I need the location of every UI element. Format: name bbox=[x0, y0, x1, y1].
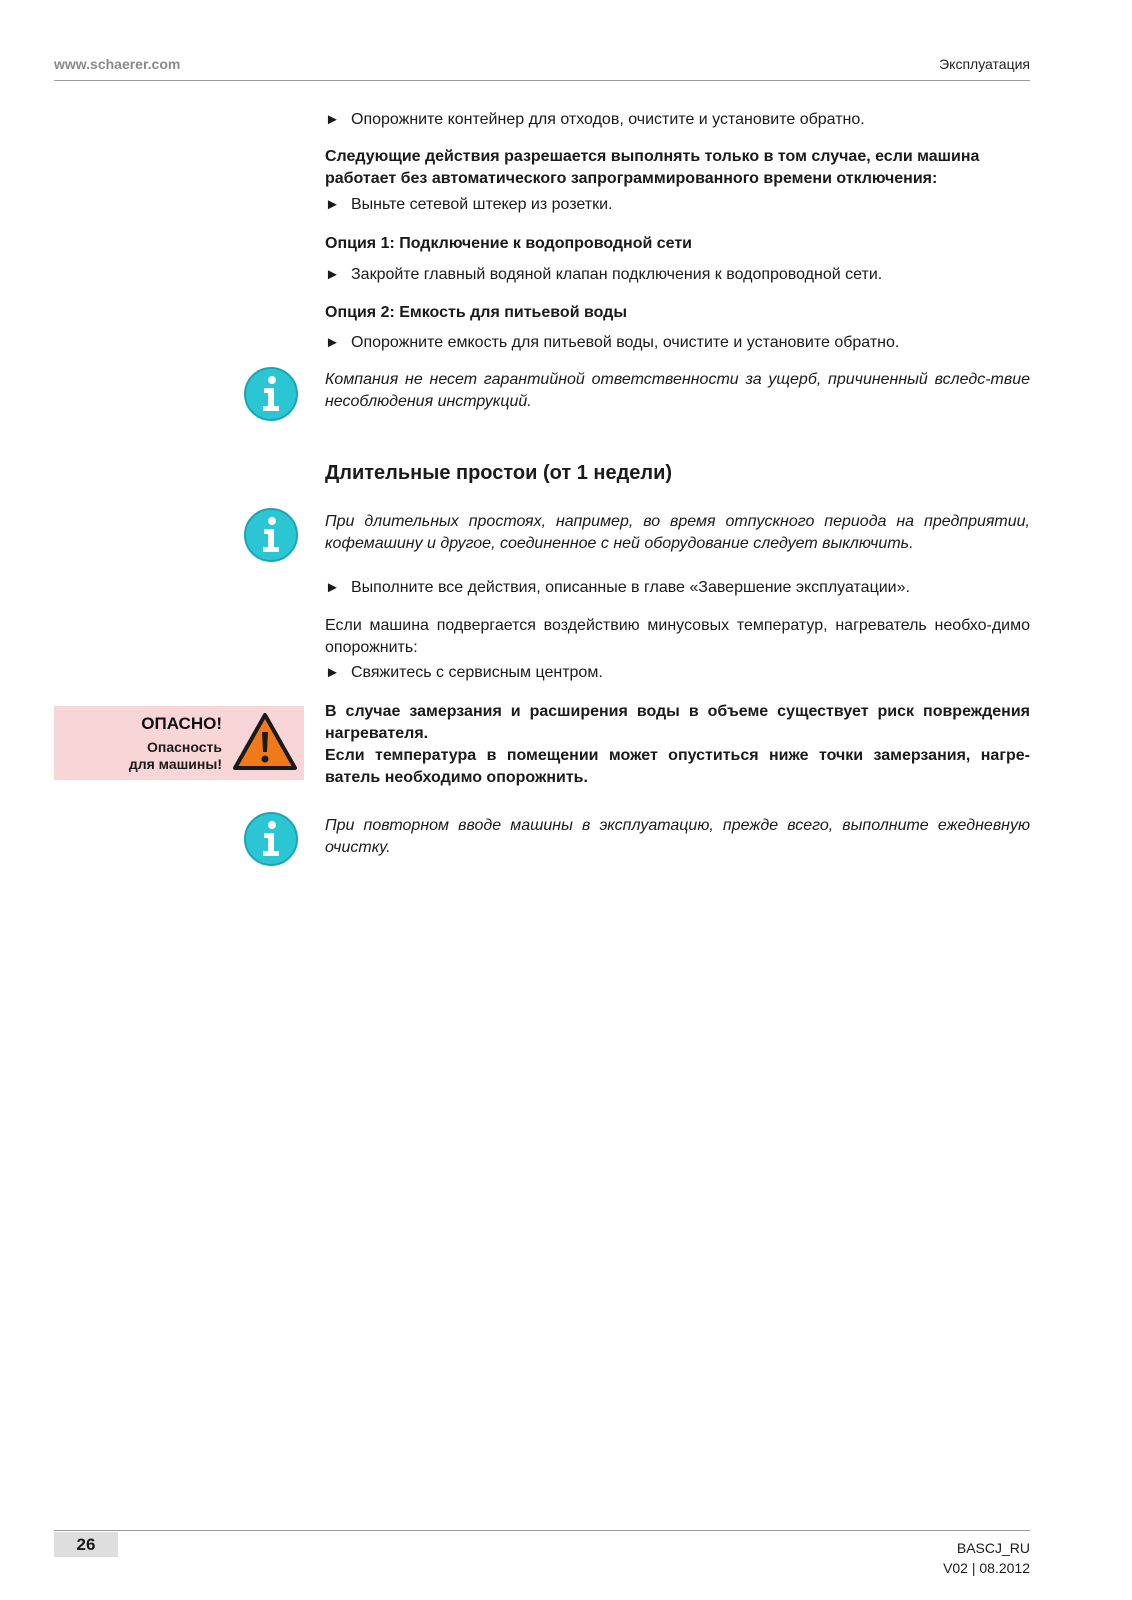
condition-note bbox=[325, 146, 1030, 190]
step-text: Опорожните контейнер для отходов, очистите и установите обратно. bbox=[351, 111, 865, 128]
step-unplug bbox=[325, 194, 1030, 216]
option2-title-text: Опция 2: Емкость для питьевой воды bbox=[325, 304, 627, 321]
info-note-3 bbox=[325, 815, 1030, 859]
danger-title: ОПАСНО! bbox=[141, 714, 222, 733]
frost-text bbox=[325, 615, 1030, 659]
bullet-arrow-icon: ► bbox=[325, 664, 340, 681]
header-section-title: Эксплуатация bbox=[939, 56, 1030, 72]
danger-label bbox=[54, 706, 304, 780]
bullet-arrow-icon: ► bbox=[325, 111, 340, 128]
info-icon bbox=[243, 366, 299, 422]
option1-title-text: Опция 1: Подключение к водопроводной сети bbox=[325, 235, 693, 252]
step-text: Выполните все действия, описанные в главе «Завершение эксплуатации». bbox=[351, 579, 910, 596]
info-note-text: При длительных простоях, например, во время отпускного периода на предприятии, кофемашину и другое, соединенное с ней оборудование следует выключить. bbox=[325, 513, 1030, 552]
step-service bbox=[325, 662, 1030, 684]
step-text: Закройте главный водяной клапан подключения к водопроводной сети. bbox=[351, 266, 883, 283]
footer-doc-info bbox=[943, 1538, 1030, 1578]
header-url: www.schaerer.com bbox=[54, 56, 181, 72]
danger-message bbox=[325, 701, 1030, 789]
step-all-actions bbox=[325, 577, 1030, 599]
info-note-text: Компания не несет гарантийной ответственности за ущерб, причиненный вследс-твие несоблюдения инструкций. bbox=[325, 371, 1030, 410]
danger-subtitle-line1: Опасность bbox=[147, 739, 222, 755]
footer-divider bbox=[54, 1530, 1030, 1531]
option2-title bbox=[325, 302, 1030, 324]
bullet-arrow-icon: ► bbox=[325, 196, 340, 213]
step-empty-container bbox=[325, 109, 1030, 131]
danger-text-1: В случае замерзания и расширения воды в объеме существует риск повреждения нагревателя. bbox=[325, 703, 1030, 742]
section-title bbox=[325, 460, 1030, 486]
header-divider bbox=[54, 80, 1030, 81]
option1-step bbox=[325, 264, 1030, 286]
info-icon bbox=[243, 811, 299, 867]
info-icon bbox=[243, 507, 299, 563]
danger-text-2: Если температура в помещении может опуститься ниже точки замерзания, нагре-ватель необходимо опорожнить. bbox=[325, 747, 1030, 786]
bullet-arrow-icon: ► bbox=[325, 579, 340, 596]
bullet-arrow-icon: ► bbox=[325, 266, 340, 283]
option1-title bbox=[325, 233, 1030, 255]
info-note-text: При повторном вводе машины в эксплуатацию, прежде всего, выполните ежедневную очистку. bbox=[325, 817, 1030, 856]
step-text: Свяжитесь с сервисным центром. bbox=[351, 664, 603, 681]
page-number: 26 bbox=[54, 1532, 118, 1557]
condition-note-text: Следующие действия разрешается выполнять только в том случае, если машина работает без автоматического запрограммированного времени отключения: bbox=[325, 148, 980, 187]
info-note-2 bbox=[325, 511, 1030, 555]
frost-text-paragraph: Если машина подвергается воздействию минусовых температур, нагреватель необхо-димо опорожнить: bbox=[325, 617, 1030, 656]
danger-subtitle bbox=[129, 739, 222, 773]
step-text: Опорожните емкость для питьевой воды, очистите и установите обратно. bbox=[351, 334, 900, 351]
section-heading: Длительные простои (от 1 недели) bbox=[325, 462, 673, 484]
danger-subtitle-line2: для машины! bbox=[128, 756, 222, 772]
step-text: Выньте сетевой штекер из розетки. bbox=[351, 196, 613, 213]
option2-step bbox=[325, 332, 1030, 354]
bullet-arrow-icon: ► bbox=[325, 334, 340, 351]
warning-triangle-icon bbox=[232, 712, 298, 772]
doc-version: V02 | 08.2012 bbox=[943, 1560, 1030, 1576]
doc-code: BASCJ_RU bbox=[956, 1540, 1030, 1556]
info-note-1 bbox=[325, 369, 1030, 413]
